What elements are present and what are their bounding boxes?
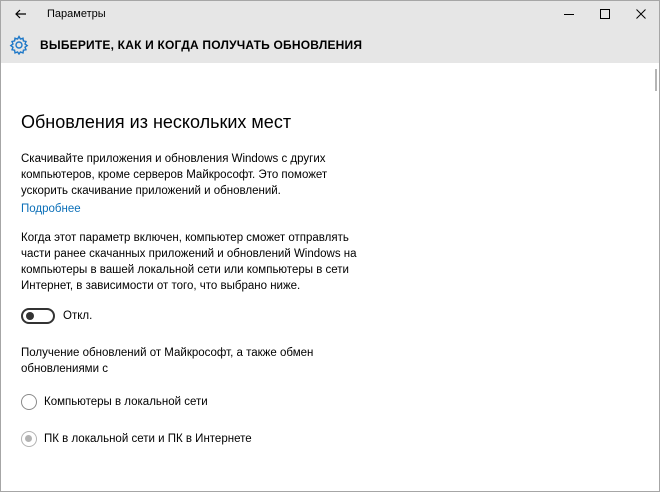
back-button[interactable] [1,1,41,27]
toggle-state-label: Откл. [63,310,93,322]
scrollbar-thumb[interactable] [655,69,657,91]
delivery-optimization-toggle[interactable] [21,308,55,324]
description-text: Скачивайте приложения и обновления Windows с других компьютеров, кроме серверов Майкрософт. Это поможет ускорить скачивание приложений и обновлений. [21,153,328,197]
minimize-button[interactable] [551,1,587,27]
radio-button[interactable] [21,394,37,410]
radio-button-selected[interactable] [21,431,37,447]
delivery-optimization-toggle-row [21,307,621,325]
radio-label: ПК в локальной сети и ПК в Интернете [44,433,252,445]
radio-option-local-and-internet[interactable] [21,430,621,448]
toggle-knob [26,312,34,320]
gear-icon [9,35,29,55]
close-icon [636,9,646,19]
radio-option-local-network[interactable] [21,393,621,411]
window-title: Параметры [47,8,106,20]
minimize-icon [564,9,574,19]
section-title: Обновления из нескольких мест [21,112,292,132]
maximize-icon [600,9,610,19]
maximize-button[interactable] [587,1,623,27]
window-controls [551,1,659,27]
radio-label: Компьютеры в локальной сети [44,396,208,408]
source-question: Получение обновлений от Майкрософт, а также обмен обновлениями с [21,347,314,375]
learn-more-link[interactable]: Подробнее [21,203,81,215]
toggle-description: Когда этот параметр включен, компьютер сможет отправлять части ранее скачанных приложений и обновлений Windows на компьютеры в вашей локальной сети или компьютеры в сети Интернет, в зависимости от того, что выбрано ниже. [21,232,357,292]
title-bar [1,1,659,27]
page-title: ВЫБЕРИТЕ, КАК И КОГДА ПОЛУЧАТЬ ОБНОВЛЕНИЯ [40,38,363,52]
arrow-left-icon [15,9,27,19]
page-header [1,27,659,63]
close-button[interactable] [623,1,659,27]
content-area [21,63,621,448]
